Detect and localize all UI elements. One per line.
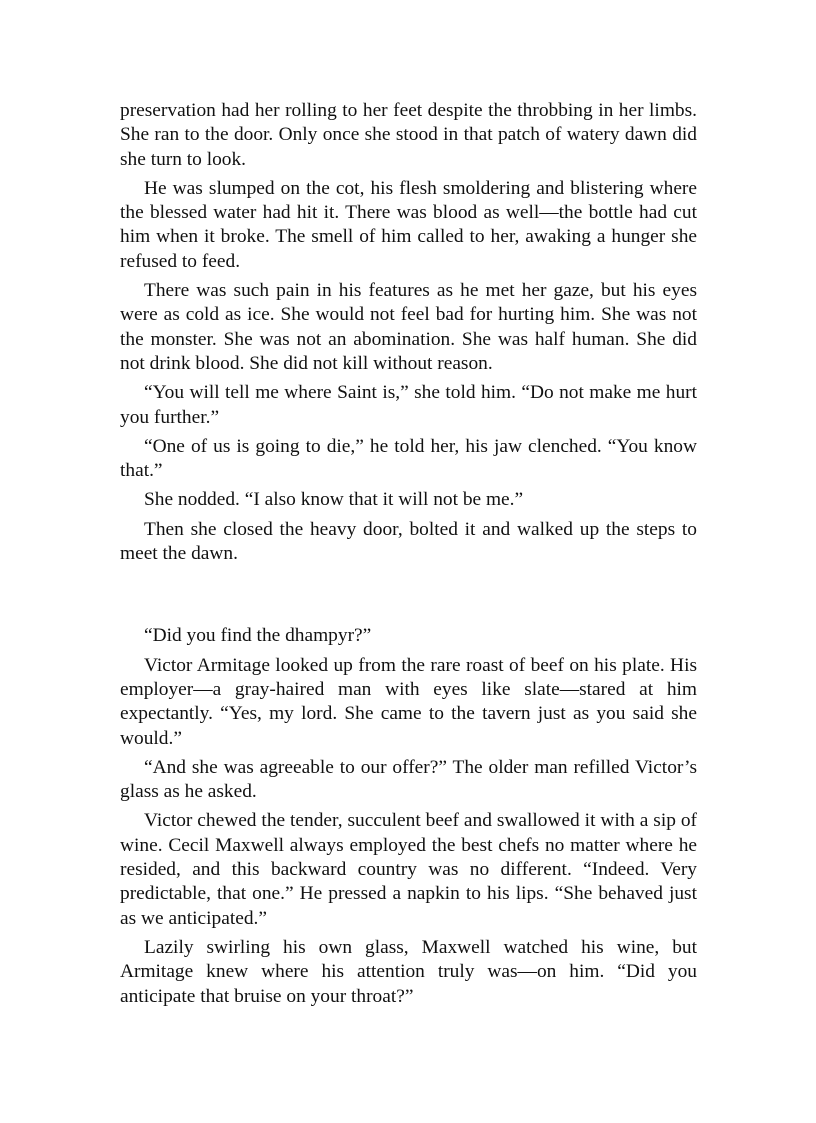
paragraph: There was such pain in his features as he met her gaze, but his eyes were as cold as ice. She would not feel bad for hurting him. She was not the monster. She was not an abomination. She was half human. She did not drink blood. She did not kill without reason. bbox=[120, 280, 697, 374]
paragraph-continuation: preservation had her rolling to her feet despite the throbbing in her limbs. She ran to the door. Only once she stood in that patch of watery dawn did she turn to look. bbox=[120, 100, 697, 170]
paragraph: Then she closed the heavy door, bolted it and walked up the steps to meet the dawn. bbox=[120, 518, 697, 565]
paragraph: “Did you find the dhampyr?” bbox=[144, 625, 372, 647]
paragraph: Victor Armitage looked up from the rare roast of beef on his plate. His employer—a gray-haired man with eyes like slate—stared at him expectantly. “Yes, my lord. She came to the tavern just as you said she would.” bbox=[120, 654, 697, 749]
paragraph: Lazily swirling his own glass, Maxwell watched his wine, but Armitage knew where his attention truly was—on him. “Did you anticipate that bruise on your throat?” bbox=[120, 936, 697, 1007]
paragraph: “You will tell me where Saint is,” she told him. “Do not make me hurt you further.” bbox=[120, 382, 697, 428]
paragraph: She nodded. “I also know that it will not be me.” bbox=[144, 489, 524, 511]
book-page bbox=[120, 99, 697, 1014]
paragraph: Victor chewed the tender, succulent beef and swallowed it with a sip of wine. Cecil Maxwell always employed the best chefs no matter where he resided, and this backward country was no different. “Indeed. Very predictable, that one.” He pressed a napkin to his lips. “She behaved just as we anticipated.” bbox=[120, 810, 697, 929]
scene-break bbox=[120, 571, 697, 624]
paragraph: “And she was agreeable to our offer?” The older man refilled Victor’s glass as he asked. bbox=[120, 756, 697, 803]
paragraph: He was slumped on the cot, his flesh smoldering and blistering where the blessed water had hit it. There was blood as well—the bottle had cut him when it broke. The smell of him called to her, awaking a hunger she refused to feed. bbox=[120, 177, 697, 272]
paragraph: “One of us is going to die,” he told her, his jaw clenched. “You know that.” bbox=[120, 435, 697, 482]
